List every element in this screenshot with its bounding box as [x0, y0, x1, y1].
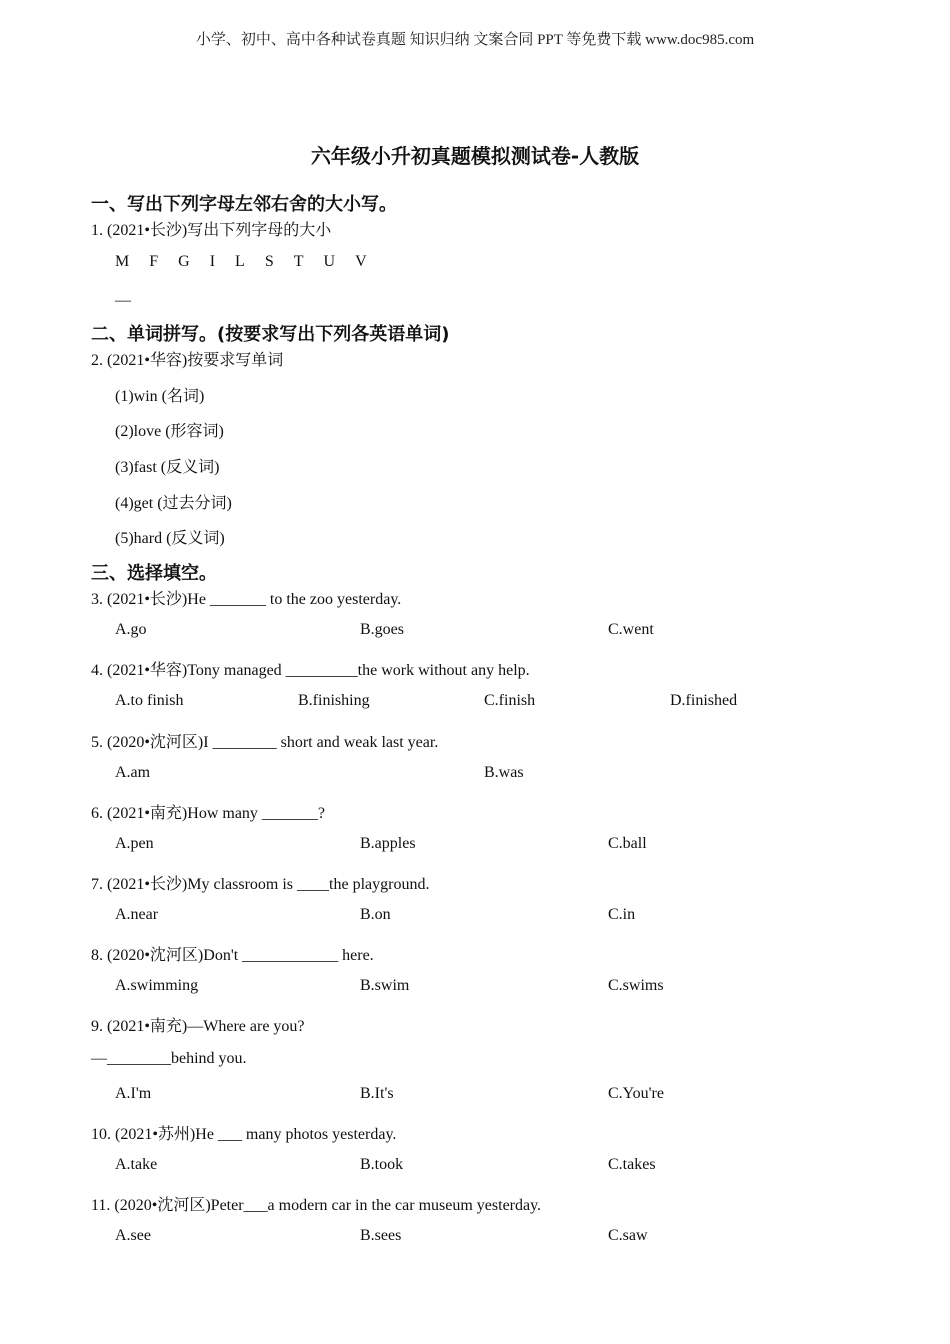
option-d[interactable]: D.finished [670, 692, 738, 709]
option-a[interactable]: A.take [115, 1156, 158, 1173]
option-a[interactable]: A.pen [115, 835, 154, 852]
question-2-item: (2)love (形容词) [115, 423, 224, 440]
option-c[interactable]: C.went [608, 621, 654, 638]
letter: G [178, 253, 190, 270]
letter: I [209, 253, 216, 270]
page-title: 六年级小升初真题模拟测试卷-人教版 [310, 144, 640, 168]
option-c[interactable]: C.swims [608, 977, 664, 994]
option-a[interactable]: A.go [115, 621, 147, 638]
question-8-stem: 8. (2020•沈河区)Don't ____________ here. [91, 947, 374, 964]
letter: V [355, 253, 367, 270]
question-2-stem: 2. (2021•华容)按要求写单词 [91, 352, 284, 369]
question-2-item: (4)get (过去分词) [115, 495, 232, 512]
question-11-stem: 11. (2020•沈河区)Peter___a modern car in the car museum yesterday. [91, 1197, 542, 1214]
option-c[interactable]: C.in [608, 906, 636, 923]
option-b[interactable]: B.on [360, 906, 391, 923]
question-4-stem: 4. (2021•华容)Tony managed _________the work without any help. [91, 662, 530, 679]
question-6-stem: 6. (2021•南充)How many _______? [91, 805, 326, 822]
question-1-stem: 1. (2021•长沙)写出下列字母的大小 [91, 222, 332, 239]
option-b[interactable]: B.apples [360, 835, 416, 852]
option-c[interactable]: C.ball [608, 835, 647, 852]
option-c[interactable]: C.finish [484, 692, 536, 709]
option-c[interactable]: C.You're [608, 1085, 664, 1102]
letter: T [293, 253, 304, 270]
question-2-item: (5)hard (反义词) [115, 530, 225, 547]
option-b[interactable]: B.swim [360, 977, 410, 994]
page-header: 小学、初中、高中各种试卷真题 知识归纳 文案合同 PPT 等免费下载 www.doc985.com [195, 32, 755, 48]
letter-row [115, 253, 387, 271]
section-3-heading: 三、选择填空。 [91, 563, 217, 584]
letter: F [149, 253, 159, 270]
option-a[interactable]: A.am [115, 764, 151, 781]
section-2-heading: 二、单词拼写。(按要求写出下列各英语单词) [91, 324, 450, 345]
letter: S [264, 253, 274, 270]
option-a[interactable]: A.to finish [115, 692, 184, 709]
option-a[interactable]: A.swimming [115, 977, 199, 994]
letter: L [235, 253, 245, 270]
option-b[interactable]: B.was [484, 764, 524, 781]
question-5-stem: 5. (2020•沈河区)I ________ short and weak last year. [91, 734, 439, 751]
letter: U [323, 253, 336, 270]
question-2-item: (3)fast (反义词) [115, 459, 220, 476]
option-b[interactable]: B.It's [360, 1085, 394, 1102]
option-b[interactable]: B.took [360, 1156, 404, 1173]
question-9-stem: 9. (2021•南充)—Where are you? [91, 1018, 305, 1035]
question-7-stem: 7. (2021•长沙)My classroom is ____the playground. [91, 876, 430, 893]
letter: M [115, 253, 130, 270]
option-c[interactable]: C.takes [608, 1156, 656, 1173]
option-b[interactable]: B.sees [360, 1227, 402, 1244]
option-a[interactable]: A.I'm [115, 1085, 152, 1102]
question-2-item: (1)win (名词) [115, 388, 205, 405]
answer-dash: — [115, 292, 131, 309]
option-c[interactable]: C.saw [608, 1227, 648, 1244]
option-a[interactable]: A.see [115, 1227, 151, 1244]
section-1-heading: 一、写出下列字母左邻右舍的大小写。 [91, 194, 397, 215]
question-9-stem-2: —________behind you. [91, 1050, 247, 1067]
option-a[interactable]: A.near [115, 906, 159, 923]
option-b[interactable]: B.goes [360, 621, 404, 638]
option-b[interactable]: B.finishing [298, 692, 370, 709]
question-3-stem: 3. (2021•长沙)He _______ to the zoo yesterday. [91, 591, 402, 608]
question-10-stem: 10. (2021•苏州)He ___ many photos yesterday. [91, 1126, 397, 1143]
